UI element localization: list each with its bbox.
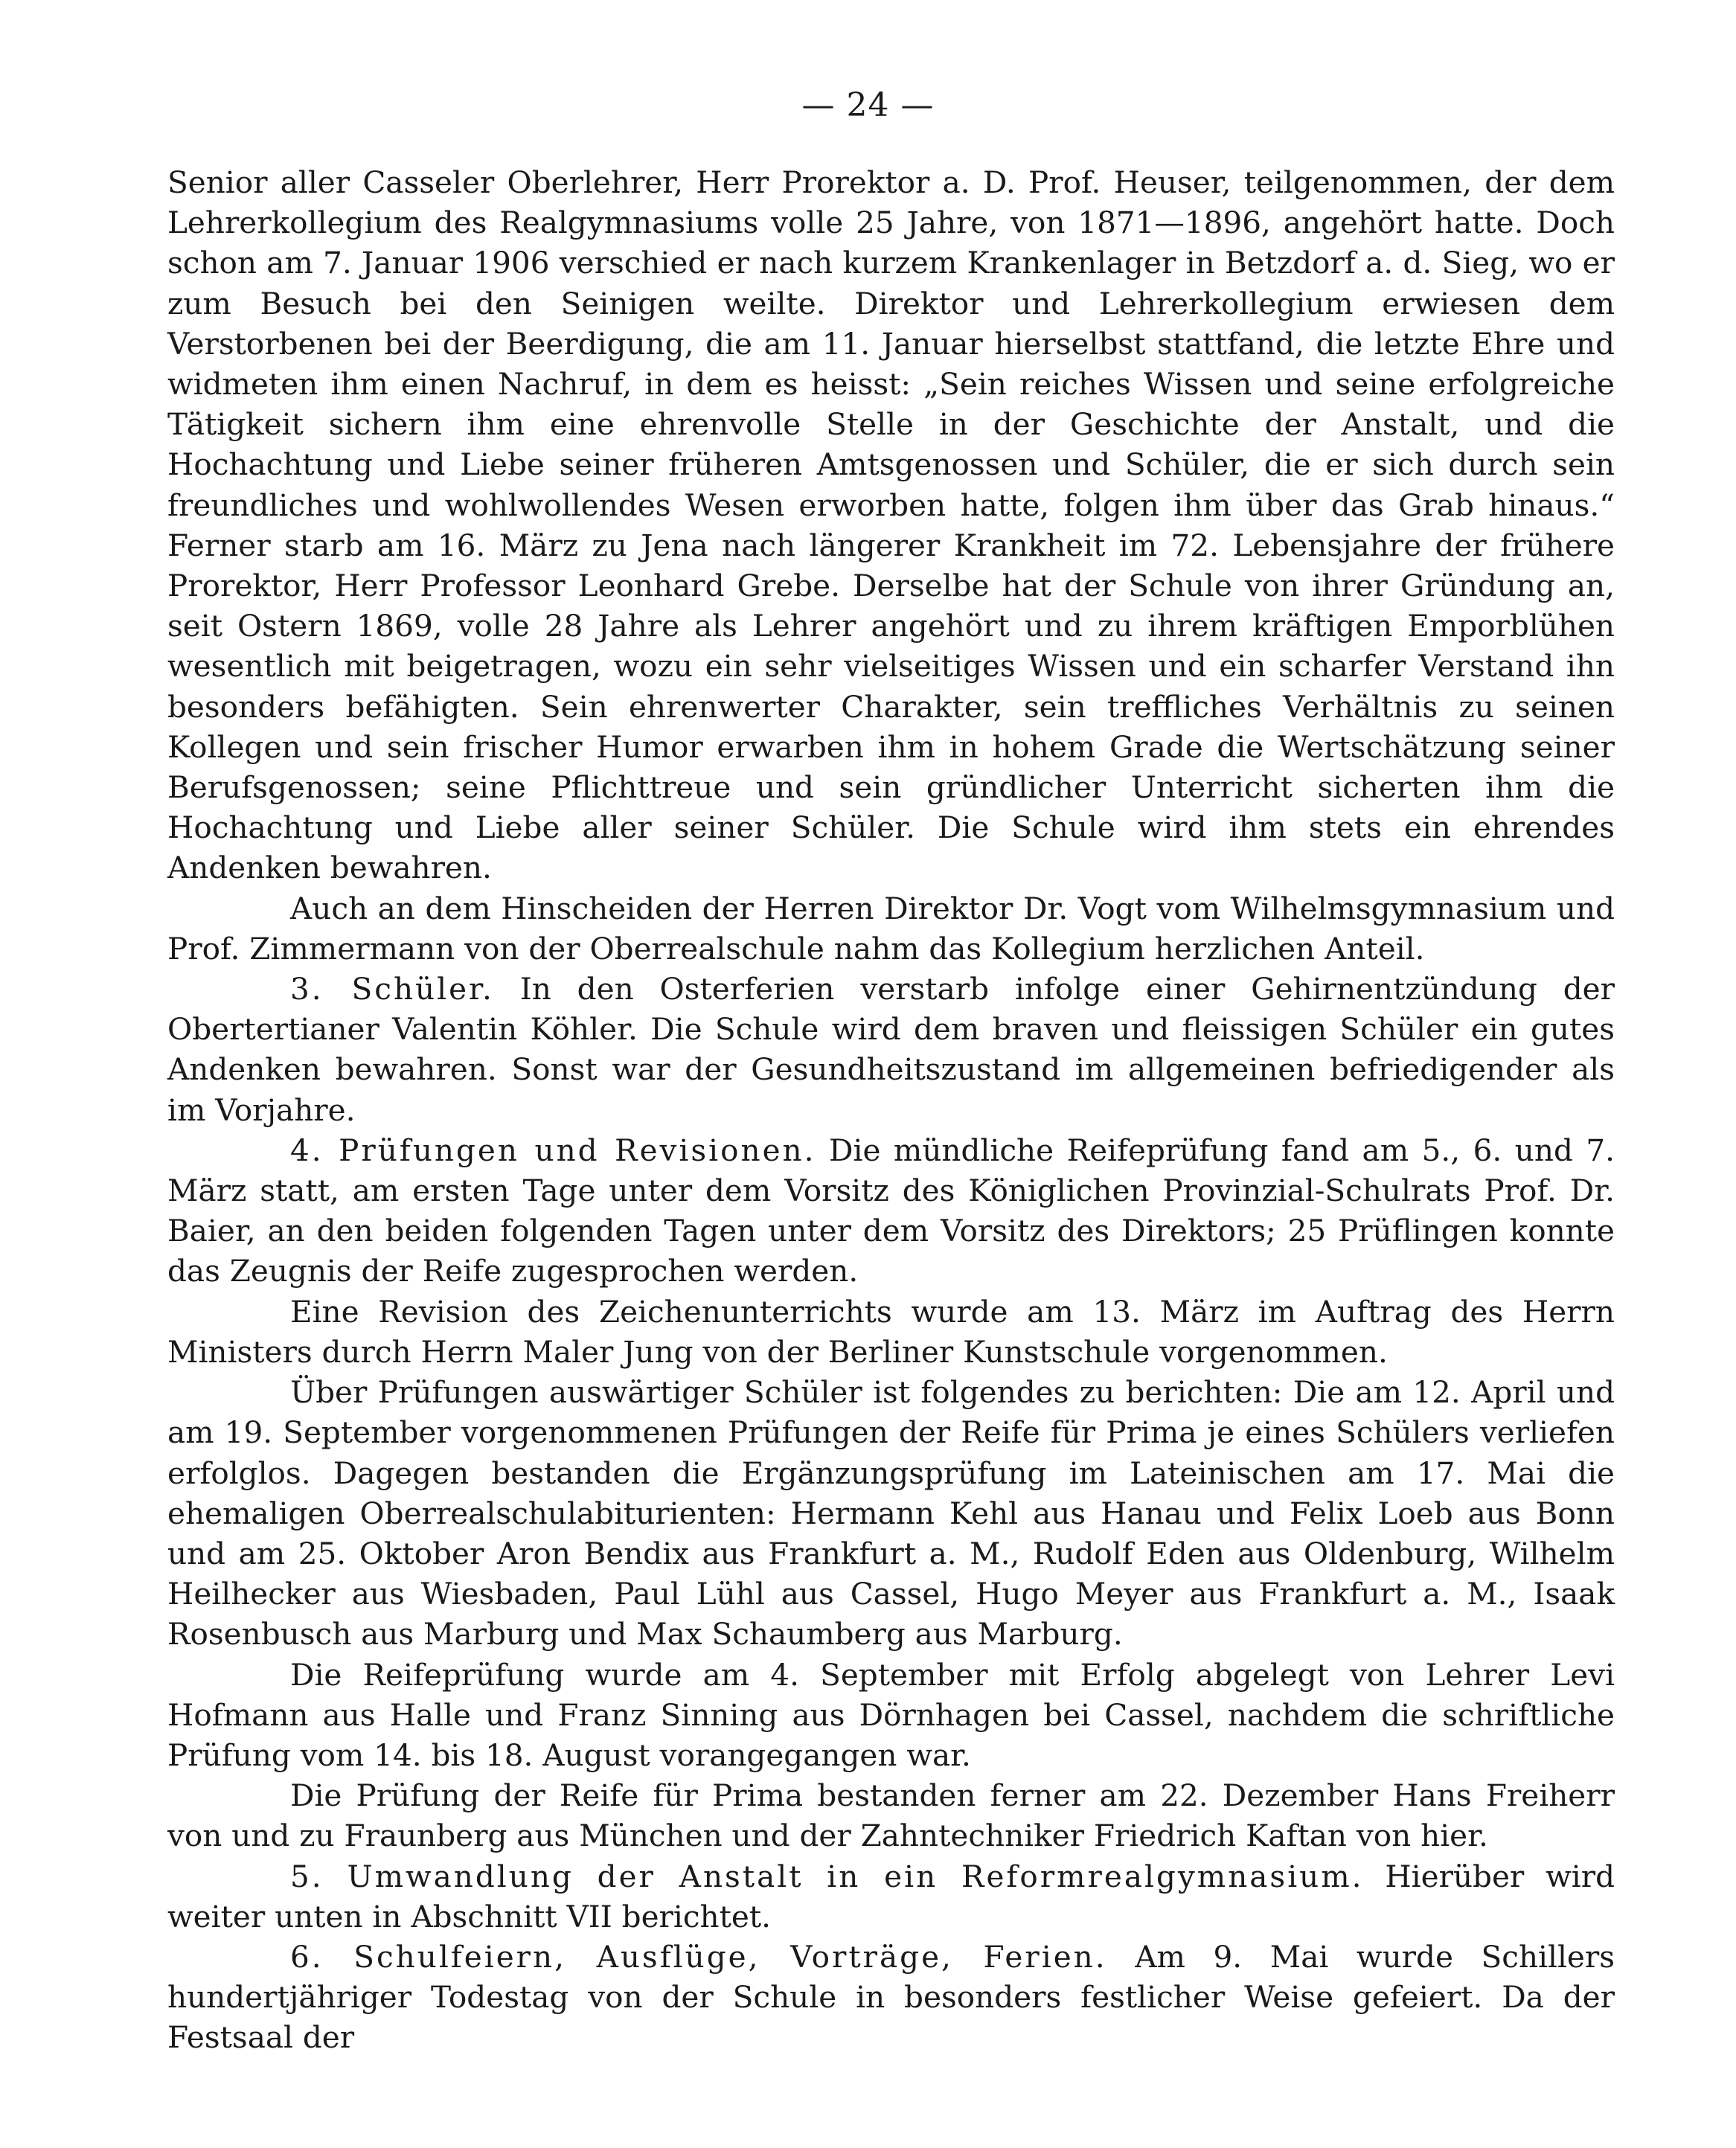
paragraph-condolence: Auch an dem Hinscheiden der Herren Direktor Dr. Vogt vom Wilhelmsgymnasium und Prof. Zimmermann von der Oberrealschule nahm das Kollegium herzlichen Anteil. [167, 890, 1615, 966]
section-heading-schulfeiern: 6. Schulfeiern, Ausflüge, Vorträge, Ferien. [290, 1938, 1107, 1975]
paragraph-prima-pruefung: Die Prüfung der Reife für Prima bestanden ferner am 22. Dezember Hans Freiherr von und zu Fraunberg aus München und der Zahntechniker Friedrich Kaftan von hier. [167, 1777, 1615, 1854]
section-text-schueler: In den Osterferien verstarb infolge einer Gehirnentzündung der Obertertianer Valentin Köhler. Die Schule wird dem braven und fleissigen Schüler ein gutes Andenken bewahren. Sonst war der Gesundheitszustand im allgemeinen befriedigender als im Vorjahre. [167, 971, 1615, 1128]
section-heading-schueler: 3. Schüler. [290, 971, 494, 1007]
paragraph-revision: Eine Revision des Zeichenunterrichts wurde am 13. März im Auftrag des Herrn Ministers durch Herrn Maler Jung von der Berliner Kunstschule vorgenommen. [167, 1293, 1615, 1370]
paragraph-auswaertige-pruefungen: Über Prüfungen auswärtiger Schüler ist folgendes zu berichten: Die am 12. April und am 19. September vorgenommenen Prüfungen der Reife für Prima je eines Schülers verliefen erfolglos. Dagegen bestanden die Ergänzungsprüfung im Lateinischen am 17. Mai die ehemaligen Oberrealschulabiturienten: Hermann Kehl aus Hanau und Felix Loeb aus Bonn und am 25. Oktober Aron Bendix aus Frankfurt a. M., Rudolf Eden aus Oldenburg, Wilhelm Heilhecker aus Wiesbaden, Paul Lühl aus Cassel, Hugo Meyer aus Frankfurt a. M., Isaak Rosenbusch aus Marburg und Max Schaumberg aus Marburg. [167, 1374, 1615, 1652]
document-body [167, 162, 1615, 2058]
section-text-umwandlung: Hierüber wird weiter unten in Abschnitt VII berichtet. [167, 1858, 1615, 1934]
paragraph-heuser-grebe: Senior aller Casseler Oberlehrer, Herr Prorektor a. D. Prof. Heuser, teilgenommen, der dem Lehrerkollegium des Realgymnasiums volle 25 Jahre, von 1871—1896, angehört hatte. Doch schon am 7. Januar 1906 verschied er nach kurzem Krankenlager in Betzdorf a. d. Sieg, wo er zum Besuch bei den Seinigen weilte. Direktor und Lehrerkollegium erwiesen dem Verstorbenen bei der Beerdigung, die am 11. Januar hierselbst stattfand, die letzte Ehre und widmeten ihm einen Nachruf, in dem es heisst: „Sein reiches Wissen und seine erfolgreiche Tätigkeit sichern ihm eine ehrenvolle Stelle in der Geschichte der Anstalt, und die Hochachtung und Liebe seiner früheren Amtsgenossen und Schüler, die er sich durch sein freundliches und wohlwollendes Wesen erworben hatte, folgen ihm über das Grab hinaus.“ Ferner starb am 16. März zu Jena nach längerer Krankheit im 72. Lebensjahre der frühere Prorektor, Herr Professor Leonhard Grebe. Derselbe hat der Schule von ihrer Gründung an, seit Ostern 1869, volle 28 Jahre als Lehrer angehört und zu ihrem kräftigen Emporblühen wesentlich mit beigetragen, wozu ein sehr vielseitiges Wissen und ein scharfer Verstand ihn besonders befähigten. Sein ehrenwerter Charakter, sein treffliches Verhältnis zu seinen Kollegen und sein frischer Humor erwarben ihm in hohem Grade die Wertschätzung seiner Berufsgenossen; seine Pflichttreue und sein gründlicher Unterricht sicherten ihm die Hochachtung und Liebe aller seiner Schüler. Die Schule wird ihm stets ein ehrendes Andenken bewahren. [167, 164, 1615, 886]
section-heading-umwandlung: 5. Umwandlung der Anstalt in ein Reformrealgymnasium. [290, 1858, 1364, 1894]
paragraph-reifepruefung: Die Reifeprüfung wurde am 4. September mit Erfolg abgelegt von Lehrer Levi Hofmann aus Halle und Franz Sinning aus Dörnhagen bei Cassel, nachdem die schriftliche Prüfung vom 14. bis 18. August vorangegangen war. [167, 1656, 1615, 1773]
section-pruefungen [167, 1130, 1615, 1292]
section-umwandlung [167, 1856, 1615, 1937]
section-heading-pruefungen: 4. Prüfungen und Revisionen. [290, 1132, 816, 1168]
page-number: — 24 — [801, 86, 935, 124]
section-schulfeiern [167, 1937, 1615, 2058]
section-text-schulfeiern: Am 9. Mai wurde Schillers hundertjähriger Todestag von der Schule in besonders festlicher Weise gefeiert. Da der Festsaal der [167, 1938, 1615, 2056]
section-text-pruefungen: Die mündliche Reifeprüfung fand am 5., 6. und 7. März statt, am ersten Tage unter dem Vorsitz des Königlichen Provinzial-Schulrats Prof. Dr. Baier, an den beiden folgenden Tagen unter dem Vorsitz des Direktors; 25 Prüflingen konnte das Zeugnis der Reife zugesprochen werden. [167, 1132, 1615, 1289]
section-schueler [167, 969, 1615, 1130]
